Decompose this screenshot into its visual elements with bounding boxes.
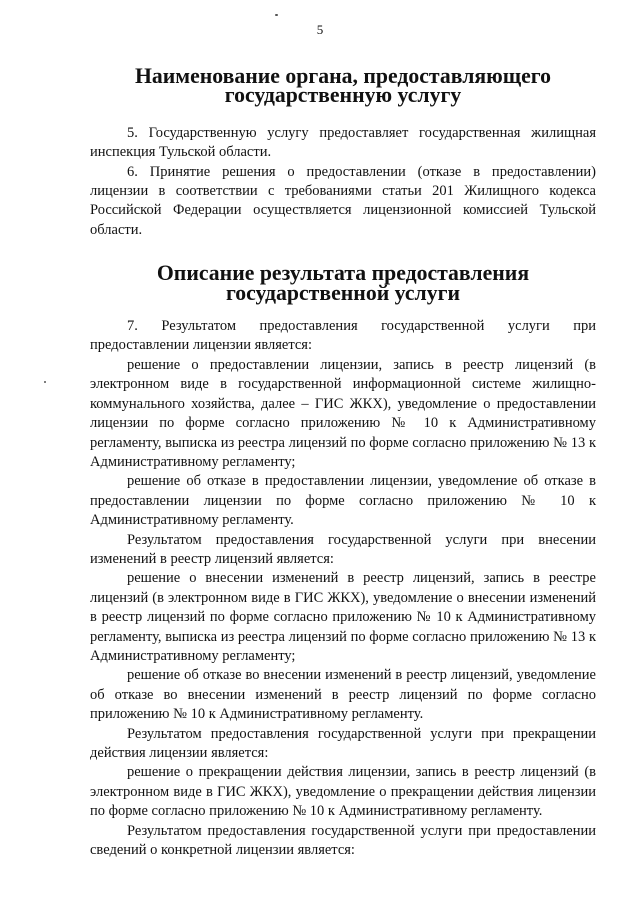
document-body <box>90 60 596 860</box>
paragraph: 7. Результатом предоставления государственной услуги при предоставлении лицензии является: <box>90 318 596 354</box>
section-heading-result: Описание результата предоставления государственной услуги <box>156 261 530 305</box>
paragraph: 5. Государственную услугу предоставляет государственная жилищная инспекция Тульской области. <box>90 124 596 161</box>
paragraph: решение о прекращении действия лицензии, запись в реестр лицензий (в электронном виде в ГИС ЖКХ), уведомление о прекращении действия лицензии по форме согласно приложению № 10 к Административному регламенту. <box>90 764 596 820</box>
paragraph: решение о внесении изменений в реестр лицензий, запись в реестре лицензий (в электронном виде в ГИС ЖКХ), уведомление о внесении изменений в реестр лицензий по форме согласно приложению № 10 к Административному регламенту, выписка из реестра лицензий по форме согласно приложению № 13 к Административному регламенту; <box>90 570 596 664</box>
paragraph: Результатом предоставления государственной услуги при предоставлении сведений о конкретной лицензии является: <box>90 822 596 859</box>
scan-speck <box>275 14 278 16</box>
paragraph: решение об отказе во внесении изменений в реестр лицензий, уведомление об отказе во внесении изменений в реестр лицензий по форме согласно приложению № 10 к Административному регламенту. <box>90 667 596 723</box>
scan-speck <box>44 381 46 383</box>
paragraph: Результатом предоставления государственной услуги при внесении изменений в реестр лицензий является: <box>90 531 596 567</box>
page-number: 5 <box>316 22 324 37</box>
paragraph: решение об отказе в предоставлении лицензии, уведомление об отказе в предоставлении лицензии по форме согласно приложению № 10 к Административному регламенту. <box>90 473 596 529</box>
paragraph: Результатом предоставления государственной услуги при прекращении действия лицензии является: <box>90 725 596 761</box>
section-heading-authority: Наименование органа, предоставляющего государственную услугу <box>134 64 552 108</box>
paragraph: решение о предоставлении лицензии, запись в реестр лицензий (в электронном виде в государственной информационной системе жилищно-коммунального хозяйства, далее – ГИС ЖКХ), уведомление о предоставлении лицензии по форме согласно приложению № 10 к Административному регламенту, выписка из реестра лицензий по форме согласно приложению № 13 к Административному регламенту; <box>90 356 596 470</box>
paragraph: 6. Принятие решения о предоставлении (отказе в предоставлении) лицензии в соответствии с требованиями статьи 201 Жилищного кодекса Российской Федерации осуществляется лицензионной комиссией Тульской области. <box>90 163 596 238</box>
